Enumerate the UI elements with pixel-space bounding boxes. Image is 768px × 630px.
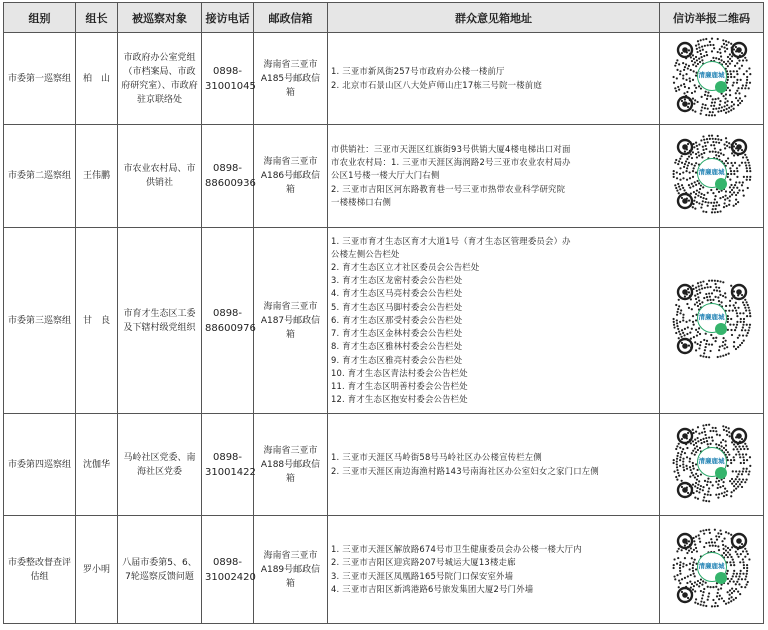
address-line: 市农业农村局：1. 三亚市天涯区海润路2号三亚市农业农村局办 [331,157,571,168]
address-line: 2. 育才生态区立才社区委员会公告栏处 [331,262,480,273]
address-line: 1. 三亚市天涯区马岭街58号马岭社区办公楼宣传栏左侧 [331,452,542,463]
group-cell: 市委第二巡察组 [4,125,76,228]
header-group: 组别 [4,3,76,33]
address-cell [328,228,660,414]
address-line: 2. 三亚市天涯区南边海渔村路143号南海社区办公室妇女之家门口左侧 [331,465,599,476]
phone-cell: 0898-88600936 [202,125,254,228]
wechat-mini-icon [715,81,727,93]
address-cell [328,516,660,624]
qr-cell [660,33,764,125]
qr-code-icon [670,35,754,119]
qr-logo-label: 清廉鹿城 [698,70,725,79]
address-line: 2. 北京市石景山区八大处庐师山庄17栋三号院一楼前庭 [331,79,542,90]
qr-cell [660,414,764,516]
qr-code-icon [670,132,754,216]
address-line: 9. 育才生态区雅亮村委会公告栏处 [331,354,463,365]
address-line: 10. 育才生态区青法村委会公告栏处 [331,367,468,378]
header-address: 群众意见箱地址 [328,3,660,33]
target-cell: 市政府办公室党组（市档案局、市政府研究室）、市政府驻京联络处 [118,33,202,125]
leader-cell: 柏 山 [76,33,118,125]
address-line: 公楼左侧公告栏处 [331,248,400,259]
qr-logo-label: 清廉鹿城 [698,312,725,321]
table-row [4,516,764,624]
target-cell: 市育才生态区工委及下辖村级党组织 [118,228,202,414]
qr-code-icon [670,526,754,610]
address-line: 4. 三亚市吉阳区新鸿港路6号旅发集团大厦2号门外墙 [331,583,534,594]
group-cell: 市委第三巡察组 [4,228,76,414]
mailbox-cell: 海南省三亚市A186号邮政信箱 [254,125,328,228]
phone-cell: 0898-31002420 [202,516,254,624]
address-cell [328,414,660,516]
address-line: 1. 三亚市育才生态区育才大道1号（育才生态区管理委员会）办 [331,235,571,246]
header-leader: 组长 [76,3,118,33]
table-row [4,125,764,228]
header-phone: 接访电话 [202,3,254,33]
qr-cell [660,125,764,228]
mailbox-cell: 海南省三亚市A188号邮政信箱 [254,414,328,516]
phone-cell: 0898-88600976 [202,228,254,414]
address-line: 3. 育才生态区龙密村委会公告栏处 [331,275,463,286]
leader-cell: 罗小明 [76,516,118,624]
mailbox-cell: 海南省三亚市A189号邮政信箱 [254,516,328,624]
address-line: 8. 育才生态区雅林村委会公告栏处 [331,341,463,352]
header-qr: 信访举报二维码 [660,3,764,33]
phone-cell: 0898-31001422 [202,414,254,516]
wechat-mini-icon [715,467,727,479]
qr-code-icon [670,421,754,505]
address-line: 2. 三亚市吉阳区河东路教育巷一号三亚市热带农业科学研究院 [331,183,566,194]
leader-cell: 王伟鹏 [76,125,118,228]
patrol-table [3,2,764,624]
header-mailbox: 邮政信箱 [254,3,328,33]
address-line: 5. 育才生态区马脚村委会公告栏处 [331,301,463,312]
address-line: 公区1号楼一楼大厅大门右侧 [331,170,440,181]
qr-logo-label: 清廉鹿城 [698,561,725,570]
group-cell: 市委整改督查评估组 [4,516,76,624]
address-cell [328,33,660,125]
mailbox-cell: 海南省三亚市A187号邮政信箱 [254,228,328,414]
address-line: 1. 三亚市天涯区解放路674号市卫生健康委员会办公楼一楼大厅内 [331,544,582,555]
wechat-mini-icon [715,178,727,190]
address-line: 2. 三亚市吉阳区迎宾路207号城运大厦13楼走廊 [331,557,516,568]
group-cell: 市委第一巡察组 [4,33,76,125]
qr-cell [660,228,764,414]
phone-cell: 0898-31001045 [202,33,254,125]
qr-logo-label: 清廉鹿城 [698,168,725,176]
address-cell [328,125,660,228]
group-cell: 市委第四巡察组 [4,414,76,516]
address-line: 6. 育才生态区那受村委会公告栏处 [331,314,463,325]
leader-cell: 沈伽华 [76,414,118,516]
address-line: 市供销社：三亚市天涯区红旗街93号供销大厦4楼电梯出口对面 [331,143,571,154]
qr-code-icon [670,277,754,361]
table-row [4,33,764,125]
qr-cell [660,516,764,624]
table-row [4,228,764,414]
target-cell: 市农业农村局、市供销社 [118,125,202,228]
address-line: 11. 育才生态区明善村委会公告栏处 [331,380,468,391]
address-line: 4. 育才生态区马亮村委会公告栏处 [331,288,463,299]
wechat-mini-icon [715,572,727,584]
address-line: 一楼楼梯口右侧 [331,196,392,207]
leader-cell: 甘 良 [76,228,118,414]
wechat-mini-icon [715,323,727,335]
table-row [4,414,764,516]
header-target: 被巡察对象 [118,3,202,33]
patrol-info-sheet [3,2,763,624]
target-cell: 八届市委第5、6、7轮巡察反馈问题 [118,516,202,624]
address-line: 3. 三亚市天涯区凤凰路165号院门口保安室外墙 [331,570,514,581]
address-line: 1. 三亚市新风街257号市政府办公楼一楼前厅 [331,66,505,77]
header-row [4,3,764,33]
qr-logo-label: 清廉鹿城 [698,456,725,465]
mailbox-cell: 海南省三亚市A185号邮政信箱 [254,33,328,125]
target-cell: 马岭社区党委、南海社区党委 [118,414,202,516]
address-line: 7. 育才生态区金林村委会公告栏处 [331,328,463,339]
address-line: 12. 育才生态区抱安村委会公告栏处 [331,394,468,405]
